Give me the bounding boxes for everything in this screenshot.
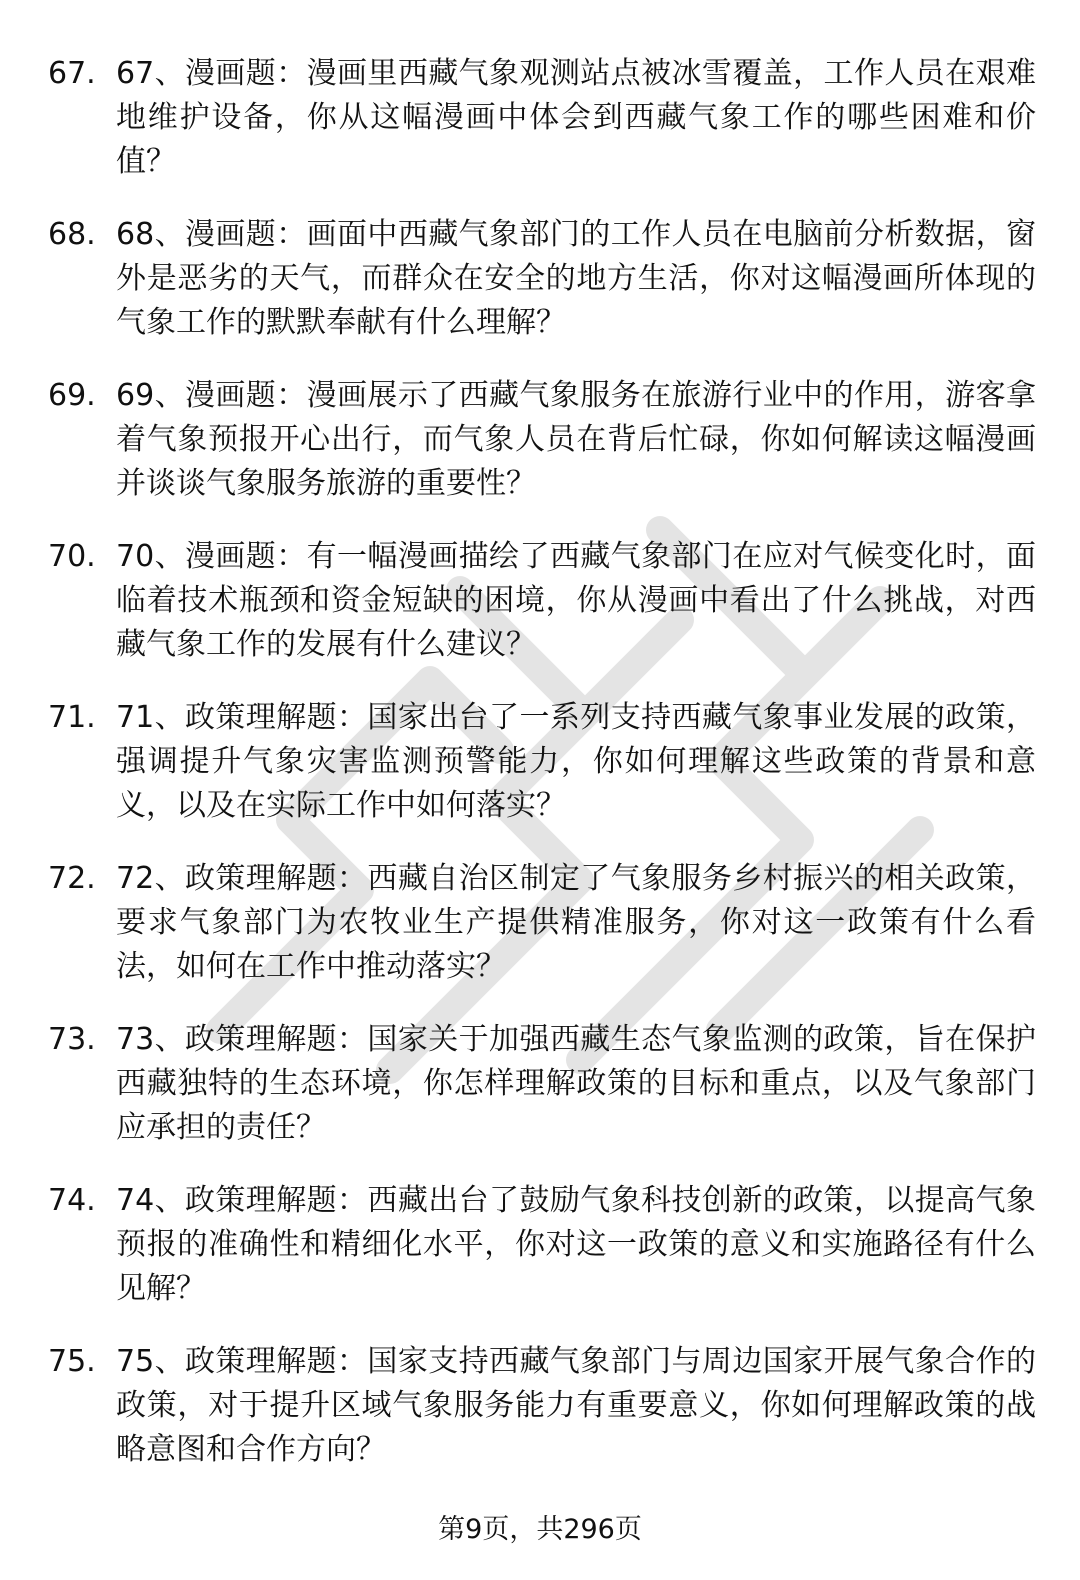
question-item-75 — [0, 1340, 1080, 1501]
question-text: 75、政策理解题：国家支持西藏气象部门与周边国家开展气象合作的政策，对于提升区域气象服务能力有重要意义，你如何理解政策的战略意图和合作方向？ — [116, 1344, 1036, 1467]
question-text: 68、漫画题：画面中西藏气象部门的工作人员在电脑前分析数据，窗外是恶劣的天气，而群众在安全的地方生活，你对这幅漫画所体现的气象工作的默默奉献有什么理解？ — [116, 217, 1036, 340]
question-text: 70、漫画题：有一幅漫画描绘了西藏气象部门在应对气候变化时，面临着技术瓶颈和资金短缺的困境，你从漫画中看出了什么挑战，对西藏气象工作的发展有什么建议？ — [116, 539, 1036, 662]
question-number: 69. — [48, 378, 96, 413]
question-text: 71、政策理解题：国家出台了一系列支持西藏气象事业发展的政策，强调提升气象灾害监测预警能力，你如何理解这些政策的背景和意义，以及在实际工作中如何落实？ — [116, 700, 1036, 823]
question-item-73 — [0, 1018, 1080, 1179]
question-item-72 — [0, 857, 1080, 1018]
question-text: 67、漫画题：漫画里西藏气象观测站点被冰雪覆盖，工作人员在艰难地维护设备，你从这幅漫画中体会到西藏气象工作的哪些困难和价值？ — [116, 56, 1036, 179]
question-number: 72. — [48, 861, 96, 896]
question-text: 74、政策理解题：西藏出台了鼓励气象科技创新的政策，以提高气象预报的准确性和精细化水平，你对这一政策的意义和实施路径有什么见解？ — [116, 1183, 1036, 1306]
question-number: 74. — [48, 1183, 96, 1218]
question-number: 75. — [48, 1344, 96, 1379]
page-footer: 第9页，共296页 — [438, 1514, 642, 1545]
question-number: 70. — [48, 539, 96, 574]
question-item-69 — [0, 374, 1080, 535]
question-number: 73. — [48, 1022, 96, 1057]
question-list — [0, 52, 1080, 1501]
question-item-67 — [0, 52, 1080, 213]
question-number: 71. — [48, 700, 96, 735]
question-text: 72、政策理解题：西藏自治区制定了气象服务乡村振兴的相关政策，要求气象部门为农牧业生产提供精准服务，你对这一政策有什么看法，如何在工作中推动落实？ — [116, 861, 1036, 984]
question-item-71 — [0, 696, 1080, 857]
question-item-68 — [0, 213, 1080, 374]
question-number: 68. — [48, 217, 96, 252]
question-number: 67. — [48, 56, 96, 91]
question-item-70 — [0, 535, 1080, 696]
question-text: 69、漫画题：漫画展示了西藏气象服务在旅游行业中的作用，游客拿着气象预报开心出行，而气象人员在背后忙碌，你如何解读这幅漫画并谈谈气象服务旅游的重要性？ — [116, 378, 1036, 501]
question-text: 73、政策理解题：国家关于加强西藏生态气象监测的政策，旨在保护西藏独特的生态环境，你怎样理解政策的目标和重点，以及气象部门应承担的责任？ — [116, 1022, 1036, 1145]
question-item-74 — [0, 1179, 1080, 1340]
